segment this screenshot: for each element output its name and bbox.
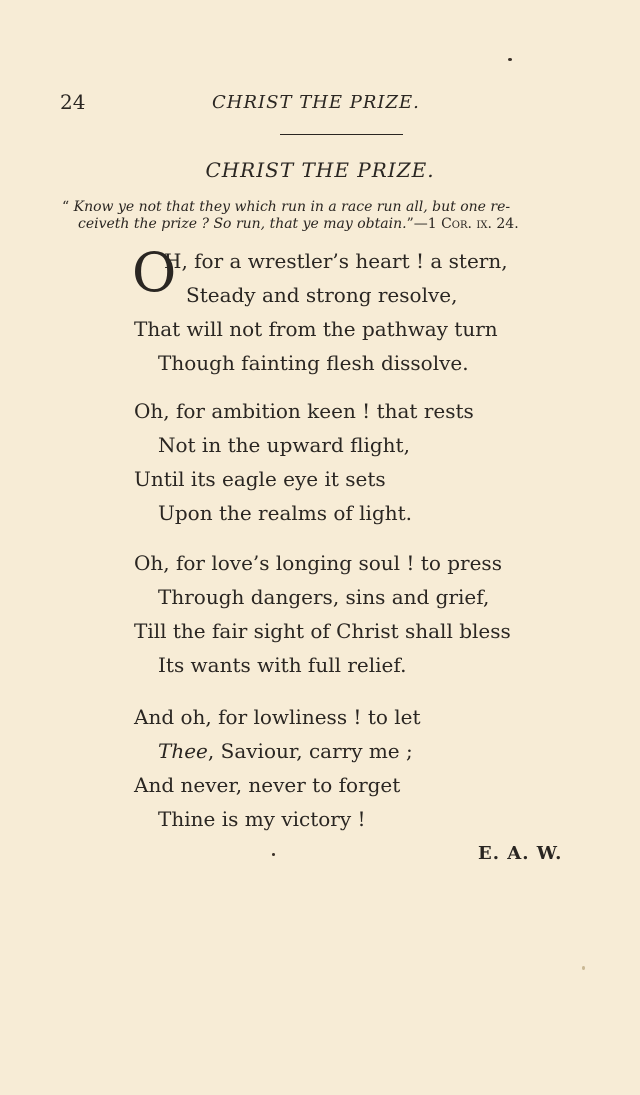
ink-speck xyxy=(272,853,275,856)
poem-line: And oh, for lowliness ! to let xyxy=(134,705,421,729)
epigraph xyxy=(62,199,584,233)
running-head xyxy=(60,90,440,114)
drop-cap: O xyxy=(132,241,177,304)
epigraph-open-quote: “ xyxy=(62,199,70,215)
poem-line-rest: , Saviour, carry me ; xyxy=(207,739,413,763)
poem-line: Till the fair sight of Christ shall bless xyxy=(134,619,511,643)
page-number: 24 xyxy=(60,90,86,114)
poem-title-text: CHRIST THE PRIZE. xyxy=(205,158,435,182)
stanza-1 xyxy=(132,241,508,380)
poem-line: Its wants with full relief. xyxy=(158,653,407,677)
poem-line: Thine is my victory ! xyxy=(158,807,366,831)
ink-speck xyxy=(508,58,512,61)
scripture-reference: 1 Cor. ix. 24. xyxy=(427,216,519,232)
running-title: CHRIST THE PRIZE. xyxy=(212,92,420,113)
poem-line: Oh, for ambition keen ! that rests xyxy=(134,399,474,423)
poem-word-thee: Thee xyxy=(158,739,208,763)
poem-line: That will not from the pathway turn xyxy=(134,317,498,341)
epigraph-text-1: Know ye not that they which run in a race run all, but one re- xyxy=(73,199,511,215)
poem-line: Through dangers, sins and grief, xyxy=(158,585,490,609)
poem-line: Steady and strong resolve, xyxy=(186,283,458,307)
epigraph-text-2: ceiveth the prize ? So run, that ye may obtain. xyxy=(78,216,407,232)
poem-title xyxy=(0,158,640,182)
epigraph-line-1 xyxy=(62,199,584,216)
poem-line: Though fainting flesh dissolve. xyxy=(158,351,469,375)
poem-line: Oh, for love’s longing soul ! to press xyxy=(134,551,502,575)
poem-line: Not in the upward flight, xyxy=(158,433,410,457)
stanza-3 xyxy=(134,546,511,682)
poem-line: Upon the realms of light. xyxy=(158,501,413,525)
epigraph-line-2 xyxy=(62,216,584,233)
epigraph-close-quote: ”— xyxy=(406,216,428,232)
header-rule xyxy=(280,134,403,135)
stanza-4 xyxy=(134,700,421,836)
author-signature: E. A. W. xyxy=(478,843,563,864)
poem-line: And never, never to forget xyxy=(134,773,401,797)
paper-speck xyxy=(582,966,585,970)
poem-line xyxy=(134,734,421,768)
poem-line: Until its eagle eye it sets xyxy=(134,467,386,491)
poem-line: H, for a wrestler’s heart ! a stern, xyxy=(164,249,508,273)
stanza-2 xyxy=(134,394,474,530)
